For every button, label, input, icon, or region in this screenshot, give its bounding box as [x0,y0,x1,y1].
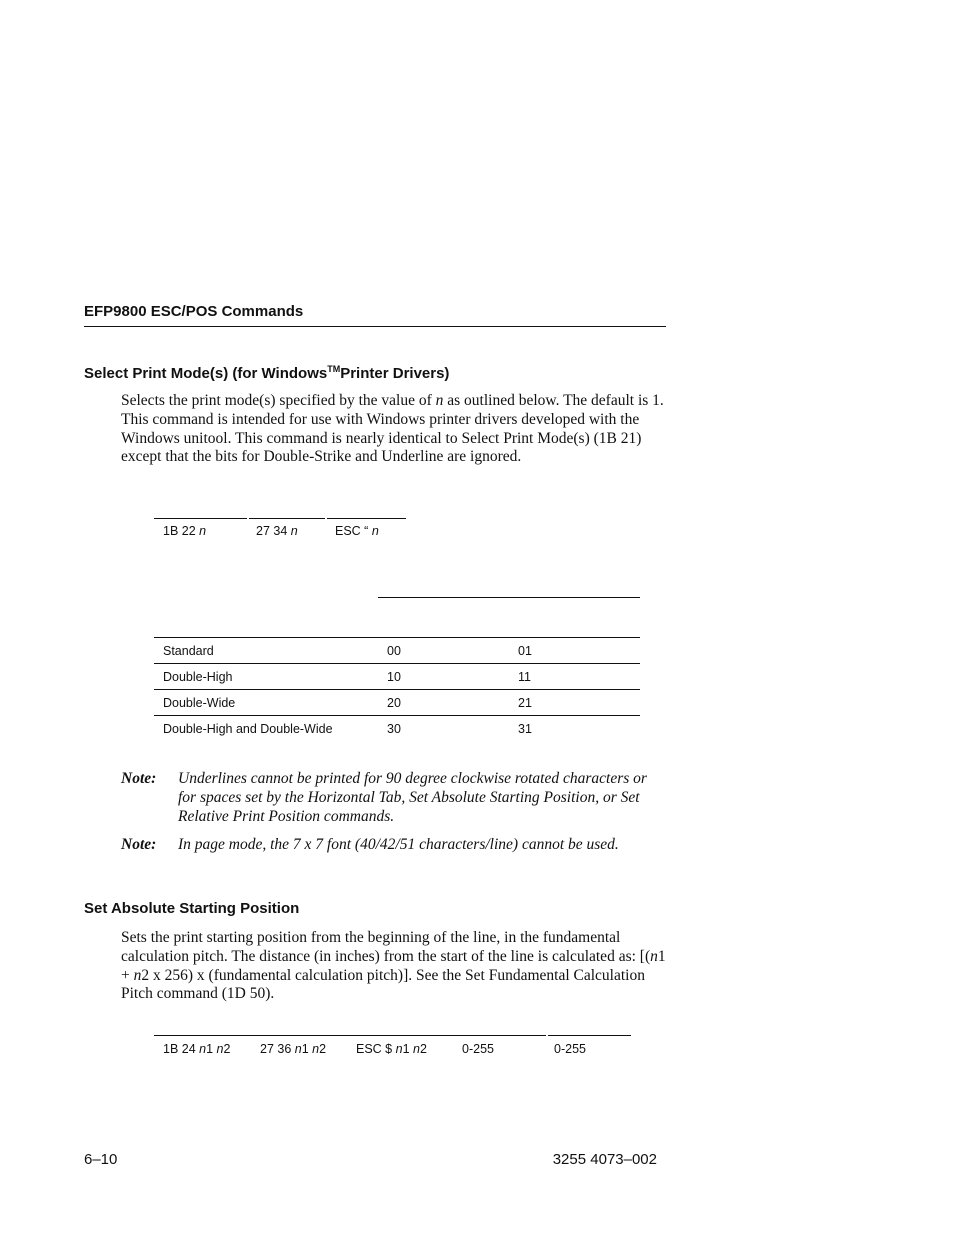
table-cell-mode: Double-High [163,670,233,684]
table-row-rule [154,663,640,664]
section-title-part-2: Printer Drivers) [340,365,450,382]
parameter-range: 0-255 [554,1042,586,1056]
parameter-range: 0-255 [462,1042,494,1056]
ascii-code: ESC $ n1 n2 [356,1042,427,1056]
table-rule [327,518,406,519]
table-cell-mode: Standard [163,644,214,658]
page-number: 6–10 [84,1151,118,1168]
param-n: n [650,947,658,965]
table-rule [249,518,325,519]
section-1-paragraph [121,392,669,467]
decimal-code: 27 34 n [256,524,298,538]
note-label: Note: [121,770,157,787]
trademark-mark: TM [327,364,341,374]
hex-code: 1B 24 n1 n2 [163,1042,231,1056]
table-cell-value: 21 [518,696,532,710]
note-text: Underlines cannot be printed for 90 degree clockwise rotated characters or for spaces set by the Horizontal Tab, Set Absolute Starting Position, or Set Relative Print Position commands. [178,770,647,825]
paragraph-text: 2 x 256) x (fundamental calculation pitch)]. See the Set Fundamental Calculation Pitch command (1D 50). [121,966,645,1003]
table-rule [154,518,247,519]
table-cell-value: 00 [387,644,401,658]
hex-code: 1B 22 n [163,524,207,538]
table-rule [548,1035,631,1036]
paragraph-text: Selects the print mode(s) specified by the value of [121,392,436,409]
running-head-rule [84,326,666,327]
param-n: n [133,966,142,984]
param-n: n [435,392,444,409]
note-label: Note: [121,836,157,853]
section-title-set-absolute-starting-position: Set Absolute Starting Position [84,900,300,917]
table-row-rule [154,715,640,716]
running-head: EFP9800 ESC/POS Commands [84,303,304,320]
table-cell-value: 11 [518,670,531,684]
table-row-rule [154,689,640,690]
table-cell-value: 31 [518,722,532,736]
table-cell-value: 30 [387,722,401,736]
table-cell-mode: Double-Wide [163,696,236,710]
section-title-select-print-mode [84,364,449,382]
document-number: 3255 4073–002 [552,1151,657,1168]
paragraph-text: as outlined below. The default is 1. This command is intended for use with Windows printer drivers developed with the Windows unitool. This command is nearly identical to Select Print Mode(s) (1B 21) except that the bits for Double-Strike and Underline are ignored. [121,392,664,466]
note-text: In page mode, the 7 x 7 font (40/42/51 characters/line) cannot be used. [178,836,619,853]
paragraph-text: 1 + [121,947,666,984]
section-title-part-1: Select Print Mode(s) (for Windows [84,365,328,382]
section-2-paragraph [121,929,669,1004]
table-cell-mode: Double-High and Double-Wide [163,722,333,736]
table-top-rule [154,637,640,638]
table-cell-value: 20 [387,696,401,710]
table-header-rule [378,597,640,598]
table-cell-value: 01 [518,644,532,658]
table-cell-value: 10 [387,670,401,684]
ascii-code: ESC “ n [335,524,379,538]
paragraph-text: Sets the print starting position from the beginning of the line, in the fundamental calculation pitch. The distance (in inches) from the start of the line is calculated as: [( [121,929,651,965]
decimal-code: 27 36 n1 n2 [260,1042,327,1056]
table-rule [154,1035,546,1036]
